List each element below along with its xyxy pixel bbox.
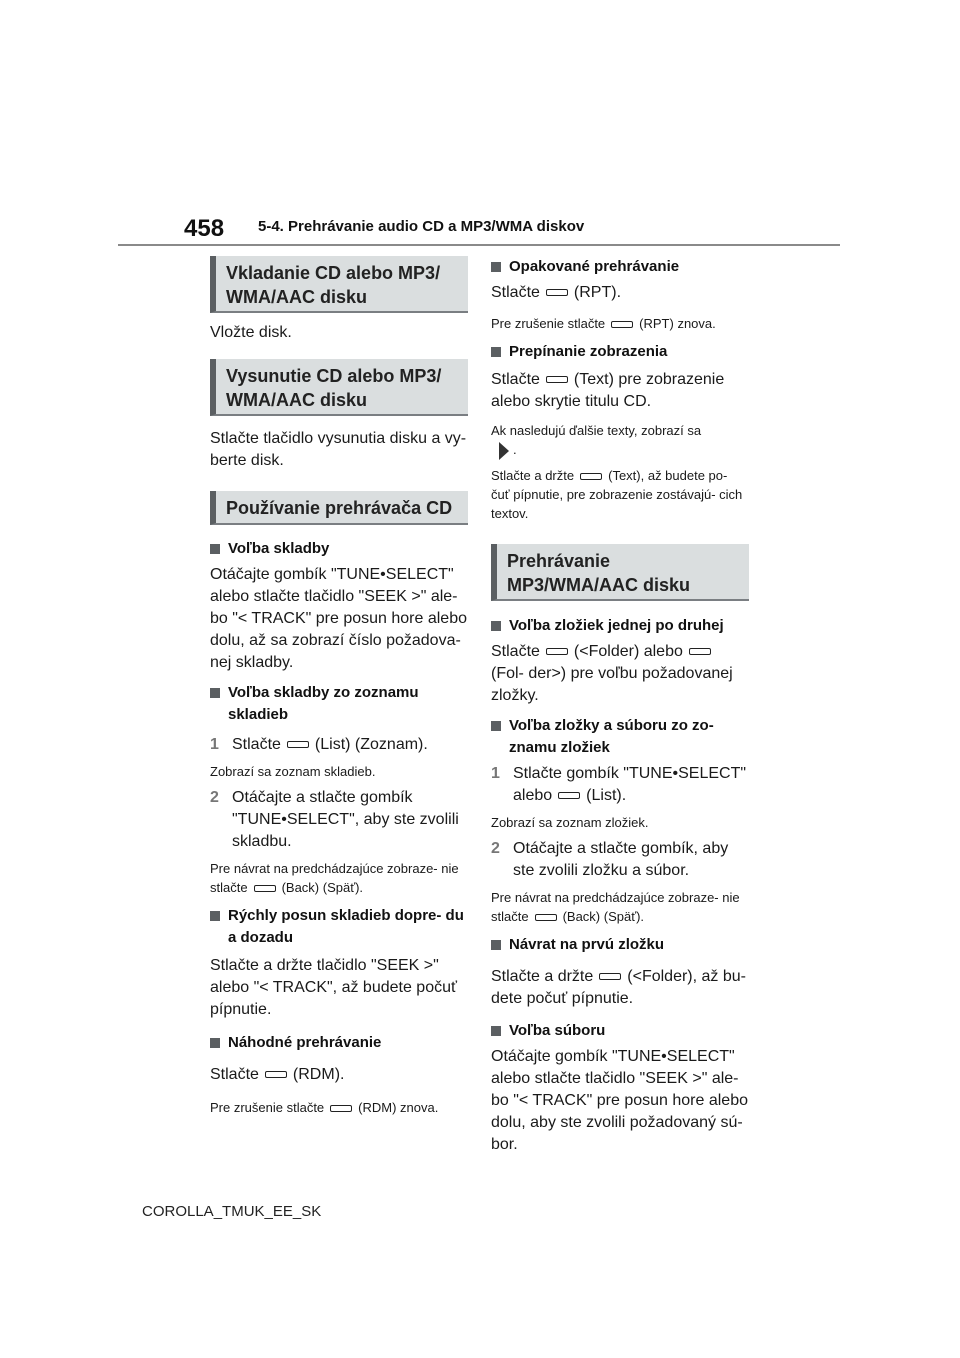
note-repeat-cancel: Pre zrušenie stlačte (RPT) znova.: [491, 316, 716, 331]
button-icon: [330, 1105, 352, 1112]
text-first-folder: Stlačte a držte (<Folder), až bu- dete počuť pípnutie.: [491, 967, 746, 1007]
button-icon: [546, 648, 568, 655]
note-more-texts: Ak nasledujú ďalšie texty, zobrazí sa .: [491, 421, 749, 460]
button-icon: [546, 376, 568, 383]
step-press-list: 1 Stlačte (List) (Zoznam).: [210, 736, 428, 753]
subheading-folder-select: Voľba zložiek jednej po druhej: [491, 615, 749, 637]
button-icon: [287, 741, 309, 748]
text-file-select: Otáčajte gombík "TUNE•SELECT" alebo stlačte tlačidlo "SEEK >" ale- bo "< TRACK" pre posun hore alebo dolu, aby ste zvolili požadovaný sú- bor.: [491, 1047, 748, 1153]
button-icon: [599, 973, 621, 980]
text-eject-disc: Stlačte tlačidlo vysunutia disku a vy- berte disk.: [210, 430, 467, 469]
subheading-random-play: Náhodné prehrávanie: [210, 1032, 468, 1054]
note-folder-list-shown: Zobrazí sa zoznam zložiek.: [491, 814, 649, 830]
heading-eject-disc: Vysunutie CD alebo MP3/ WMA/AAC disku: [210, 359, 468, 416]
page-number: 458: [184, 215, 225, 242]
header-divider: [118, 244, 840, 246]
note-back: Pre návrat na predchádzajúce zobraze- nie stlačte (Back) (Späť).: [210, 861, 459, 895]
heading-using-cd-player: Používanie prehrávača CD: [210, 491, 468, 525]
button-icon: [689, 648, 711, 655]
subheading-track-from-list: Voľba skladby zo zoznamu skladieb: [210, 682, 468, 726]
heading-mp3-playback: Prehrávanie MP3/WMA/AAC disku: [491, 544, 749, 601]
note-track-list-shown: Zobrazí sa zoznam skladieb.: [210, 764, 376, 779]
subheading-file-select: Voľba súboru: [491, 1020, 749, 1042]
subheading-folder-file-list: Voľba zložky a súboru zo zo- znamu zložiek: [491, 715, 749, 759]
button-icon: [265, 1071, 287, 1078]
text-random-play: Stlačte (RDM).: [210, 1066, 345, 1083]
text-folder-select: Stlačte (<Folder) alebo(Fol- der>) pre voľbu požadovanej zložky.: [491, 642, 733, 704]
subheading-track-select: Voľba skladby: [210, 538, 468, 560]
step-turn-knob: 2 Otáčajte a stlačte gombík "TUNE•SELECT", aby ste zvolili skladbu.: [210, 789, 459, 850]
button-icon: [546, 289, 568, 296]
text-display-toggle: Stlačte (Text) pre zobrazenie alebo skrytie titulu CD.: [491, 371, 725, 410]
button-icon: [611, 321, 633, 328]
text-track-select: Otáčajte gombík "TUNE•SELECT" alebo stlačte tlačidlo "SEEK >" ale- bo "< TRACK" pre posun hore alebo dolu, až sa zobrazí číslo požadova- nej skladby.: [210, 566, 467, 671]
heading-insert-disc: Vkladanie CD alebo MP3/ WMA/AAC disku: [210, 256, 468, 313]
step-press-knob-or-list: 1 Stlačte gombík "TUNE•SELECT" alebo (List).: [491, 764, 747, 804]
right-column: [491, 256, 749, 1156]
subheading-fast-forward: Rýchly posun skladieb dopre- du a dozadu: [210, 905, 468, 949]
text-insert-disc: Vložte disk.: [210, 324, 292, 341]
arrow-right-icon: [499, 442, 509, 460]
subheading-repeat-play: Opakované prehrávanie: [491, 256, 749, 278]
button-icon: [558, 792, 580, 799]
note-back-right: Pre návrat na predchádzajúce zobraze- nie stlačte (Back) (Späť).: [491, 889, 740, 924]
button-icon: [535, 914, 557, 921]
section-title: 5-4. Prehrávanie audio CD a MP3/WMA diskov: [258, 218, 585, 235]
left-column: [210, 256, 468, 1117]
step-turn-press-knob: 2 Otáčajte a stlačte gombík, aby ste zvolili zložku a súbor.: [491, 839, 729, 879]
text-repeat-play: Stlačte (RPT).: [491, 284, 622, 301]
button-icon: [580, 473, 602, 480]
footer-model-code: COROLLA_TMUK_EE_SK: [142, 1203, 322, 1220]
subheading-display-toggle: Prepínanie zobrazenia: [491, 341, 749, 363]
text-fast-forward: Stlačte a držte tlačidlo "SEEK >" alebo "< TRACK", až budete počuť pípnutie.: [210, 957, 457, 1018]
page-header: [0, 0, 960, 250]
subheading-first-folder: Návrat na prvú zložku: [491, 934, 749, 956]
note-hold-text: Stlačte a držte (Text), až budete po- čuť pípnutie, pre zobrazenie zostávajú- cich textov.: [491, 467, 743, 521]
button-icon: [254, 885, 276, 892]
note-random-cancel: Pre zrušenie stlačte (RDM) znova.: [210, 1100, 439, 1115]
